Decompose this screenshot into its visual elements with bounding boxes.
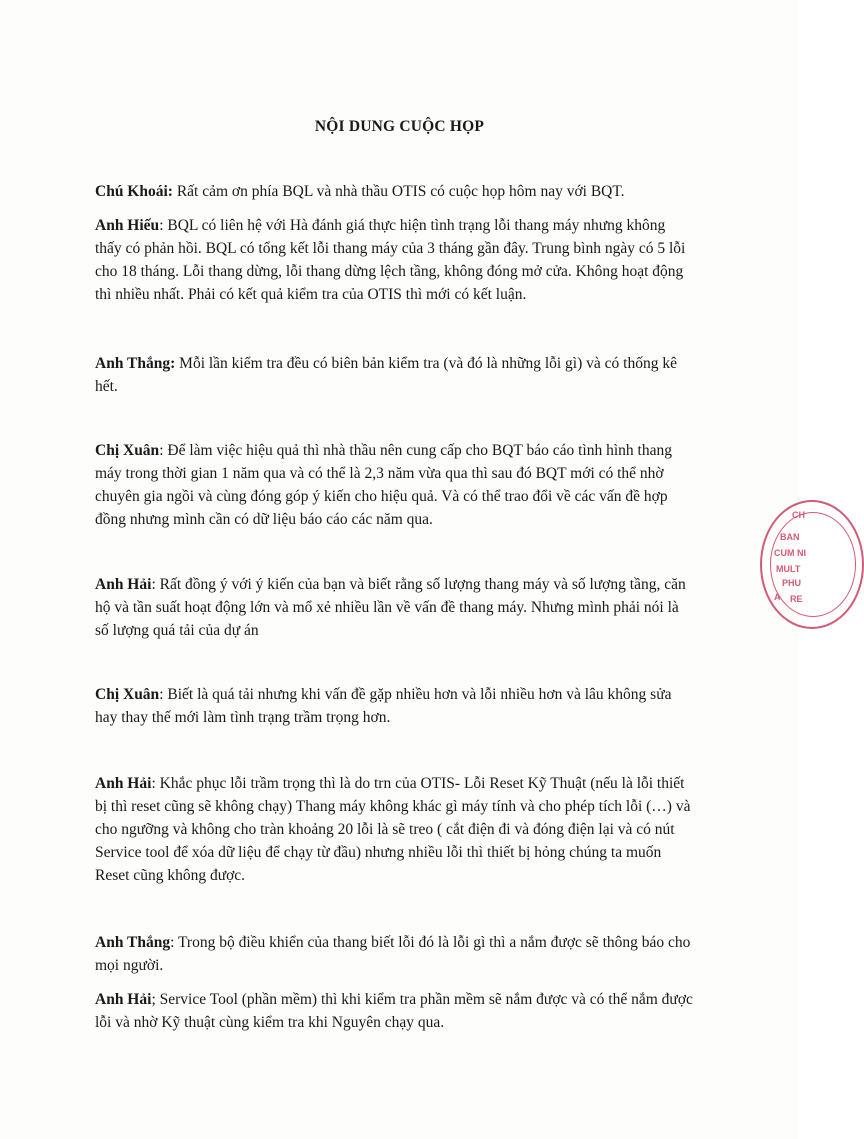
stamp-text: A [774,592,781,602]
paragraph-text: : Trong bộ điều khiển của thang biết lỗi đó là lỗi gì thì a nắm được sẽ thông báo cho mọi người. [95,934,691,974]
stamp-text: CH [792,510,805,520]
paragraph-anh-thang-2 [95,931,695,977]
paragraph-anh-hai [95,573,695,642]
speaker-name: Chị Xuân [95,686,160,703]
paragraph-anh-hai-2 [95,772,695,887]
paragraph-anh-hai-3 [95,988,695,1034]
paragraph-chi-xuan [95,439,695,531]
paragraph-anh-hieu [95,214,695,306]
stamp-text: PHU [782,578,802,588]
paragraph-chi-xuan-2 [95,683,695,729]
paragraph-text: Mỗi lần kiểm tra đều có biên bản kiểm tra (và đó là những lỗi gì) và có thống kê hết. [95,355,677,395]
speaker-name: Chị Xuân [95,442,160,459]
stamp-text: RE [790,594,803,604]
stamp-text: CUM NI [774,548,806,558]
speaker-name: Chú Khoái: [95,183,173,200]
paragraph-text: : Để làm việc hiệu quả thì nhà thầu nên cung cấp cho BQT báo cáo tình hình thang máy trong thời gian 1 năm qua và có thể là 2,3 năm vừa qua thì sau đó BQT mới có thể nhờ chuyên gia ngồi và cùng đóng góp ý kiến cho hiệu quả. Và có thể trao đổi về các vấn đề hợp đồng nhưng mình cần có dữ liệu báo cáo các năm qua. [95,442,672,528]
speaker-name: Anh Hải [95,991,152,1008]
paragraph-text: : Rất đồng ý với ý kiến của bạn và biết rằng số lượng thang máy và số lượng tầng, căn hộ và tần suất hoạt động lớn và mổ xẻ nhiều lần về vấn đề thang máy. Nhưng mình phải nói là số lượng quá tải của dự án [95,576,686,639]
stamp-text: MULT [776,564,801,574]
paragraph-text: Rất cảm ơn phía BQL và nhà thầu OTIS có cuộc họp hôm nay với BQT. [172,183,625,200]
paragraph-text: : BQL có liên hệ với Hà đánh giá thực hiện tình trạng lỗi thang máy nhưng không thấy có phản hồi. BQL có tổng kết lỗi thang máy của 3 tháng gần đây. Trung bình ngày có 5 lỗi cho 18 tháng. Lỗi thang dừng, lỗi thang dừng lệch tầng, không đóng mở cửa. Không hoạt động thì nhiều nhất. Phải có kết quả kiểm tra của OTIS thì mới có kết luận. [95,217,686,303]
company-stamp [760,500,864,629]
paragraph-chu-khoai [95,180,695,203]
document-title: NỘI DUNG CUỘC HỌP [314,118,485,135]
speaker-name: Anh Hải [95,576,152,593]
stamp-text: BAN [780,532,800,542]
speaker-name: Anh Thắng [95,934,171,951]
paragraph-text: : Biết là quá tải nhưng khi vấn đề gặp nhiều hơn và lỗi nhiều hơn và lâu không sửa hay thay thế mới làm tình trạng trầm trọng hơn. [95,686,672,726]
speaker-name: Anh Hiếu [95,217,160,234]
speaker-name: Anh Thắng: [95,355,176,372]
paragraph-anh-thang [95,352,695,398]
paragraph-text: ; Service Tool (phần mềm) thì khi kiểm tra phần mềm sẽ nắm được và có thể nắm được lỗi và nhờ Kỹ thuật cùng kiểm tra khi Nguyên chạy qua. [95,991,693,1031]
speaker-name: Anh Hải [95,775,152,792]
paragraph-text: : Khắc phục lỗi trầm trọng thì là do trn của OTIS- Lỗi Reset Kỹ Thuật (nếu là lỗi thiết bị thì reset cũng sẽ không chạy) Thang máy không khác gì máy tính và cho phép tích lỗi (…) và cho ngưỡng và không cho tràn khoảng 20 lỗi là sẽ treo ( cắt điện đi và đóng điện lại và có nút Service tool để xóa dữ liệu để chạy từ đầu) nhưng nhiều lỗi thì thiết bị hỏng chúng ta muốn Reset cũng không được. [95,775,691,884]
